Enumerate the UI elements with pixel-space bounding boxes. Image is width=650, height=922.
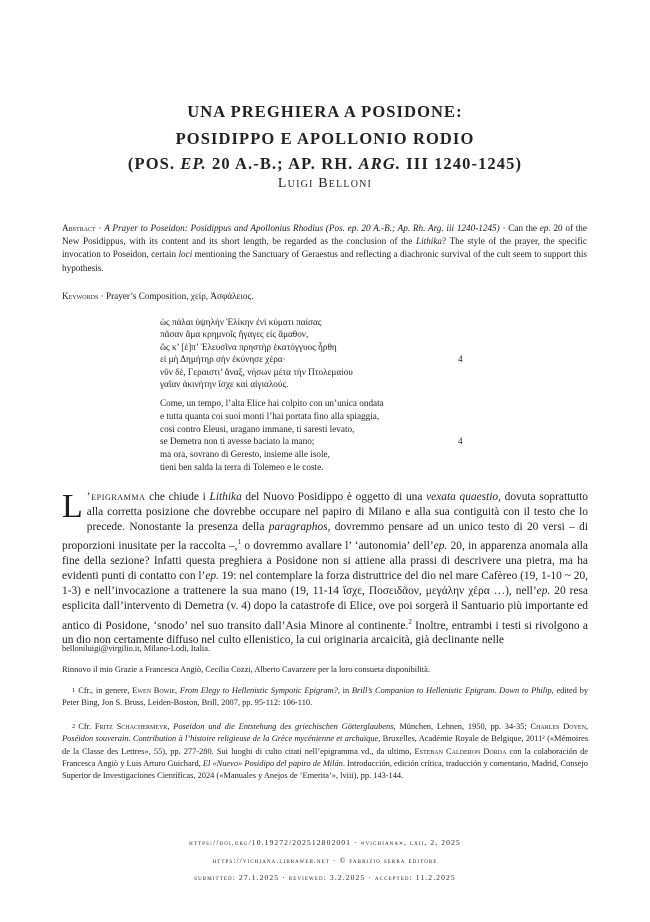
translation-line xyxy=(160,435,490,448)
keywords-text: Prayer’s Composition, χείρ, Ἀσφάλειος. xyxy=(105,291,254,301)
greek-verse-text: εἰ μὴ Δημήτηρ σὴν ἐκύνησε χέρα· xyxy=(160,354,286,365)
separator: · xyxy=(499,223,509,233)
title-text: III 1240-1245) xyxy=(401,154,523,173)
abstract xyxy=(62,222,587,275)
body-text: o dovremmo avallare l’ ‘autonomia’ dell’ xyxy=(241,540,434,553)
italian-translation xyxy=(160,397,490,474)
footnote-number: 2 xyxy=(72,723,76,730)
acknowledgements: Rinnovo il mio Grazie a Francesca Angiò, Cecilia Cozzi, Alberto Cavarzere per la loro consueta disponibilità. xyxy=(62,665,430,674)
footnote-italic: Poséidon souverain. Contribution à l’histoire religieuse de la Grèce mycénienne et archaïque xyxy=(62,734,379,744)
footnote-italic: Poseidon und die Entstehung des griechischen Götterglaubens xyxy=(173,722,394,731)
abstract-english-title: A Prayer to Poseidon: Posidippus and Apollonius Rhodius (Pos. ep. 20 A.-B.; Ap. Rh. Arg. iii 1240-1245) xyxy=(104,223,500,233)
translation-line: tieni ben salda la terra di Tolemeo e le coste. xyxy=(160,461,324,472)
footnote-text: , in xyxy=(337,686,352,695)
abstract-italic: ep. xyxy=(539,223,551,233)
body-text: 20 resa esplicita dall’intervento di Demetra (v. 4) dopo la catastrofe di Elice, ove poi sorgerà il Santuario più importante ed antico di Posidone, ‘snodo’ nel suo transito dall’Asia Minore al continente. xyxy=(62,585,588,632)
body-text: 20, in apparenza anomala alla fine della sezione? Infatti questa preghiera a Posidone non si attiene alla prassi di descrivere una pietra, ma ha evidenti punti di contatto con l’ xyxy=(62,540,588,583)
title-italic: EP. xyxy=(180,154,207,173)
title-italic: ARG. xyxy=(358,154,402,173)
footnote-author: Fritz Schachermeyr xyxy=(94,722,168,731)
author-address: belloniluigi@virgilio.it, Milano-Lodi, Italia. xyxy=(62,644,211,653)
footnote-text: , Bruxelles, Académie Royale de Belgique, 2011² («Mémoires de la Classe des Lettres», 55), pp. 277-280. Sui luoghi di culto citati nell’epigramma vd., da ultimo, xyxy=(62,734,588,756)
footnote-text: con la colaboración de Francesca Angiò y Luis Arturo Guichard, xyxy=(62,746,589,768)
verse-number: 4 xyxy=(458,436,463,447)
author-name: Luigi Belloni xyxy=(277,176,373,191)
footnote-author: Ewen Bowie xyxy=(132,686,176,695)
separator: · xyxy=(95,223,105,233)
footnote-italic: From Elegy to Hellenistic Sympotic Epigram? xyxy=(179,686,338,695)
footnote-text: , xyxy=(167,722,174,731)
footnote-author: Esteban Calderon Dorda xyxy=(414,746,507,756)
keywords-label: Keywords xyxy=(62,291,99,301)
greek-verse: νῦν δέ, Γεραιστι’ ἄναξ, νήσων μέτα τὴν Πτολεμαίου xyxy=(160,366,353,377)
footnote-ref-2[interactable]: 2 xyxy=(408,617,412,626)
footnote-text: . Introducción, edición crítica, traducción y comentario, Madrid, Consejo Superior de Investigaciones Científicas, 2024 («Manuales y Anejos de ‘Emerita’», lviii), pp. 143-144. xyxy=(62,758,588,781)
article-title-line-2: POSIDIPPO E APOLLONIO RODIO xyxy=(175,129,475,148)
body-text: del Nuovo Posidippo è oggetto di una xyxy=(241,491,427,503)
footnote-1 xyxy=(62,685,588,710)
translation-line: così contro Eleusi, uragano immane, ti saresti levato, xyxy=(160,423,355,434)
footnote-text: , München, Lehnen, 1950, pp. 34-35; xyxy=(393,722,531,731)
greek-verse: ὡς πάλαι ὑψηλὴν Ἑλίκην ἐνὶ κύματι παίσας xyxy=(160,317,322,327)
publisher-line: https://vichiana.libraweb.net · © fabrizio serra editore xyxy=(212,856,438,865)
drop-cap: L xyxy=(62,488,83,525)
title-text: 20 A.-B.; AP. RH. xyxy=(206,154,359,173)
submission-dates: submitted: 27.1.2025 · reviewed: 3.2.2025 · accepted: 11.2.2025 xyxy=(194,873,456,882)
body-text: , dovuta soprattutto alla corretta posizione che dovrebbe occupare nel papiro di Milano e alla sua contiguità con il testo che lo precede. Nonostante la presenza della xyxy=(86,491,589,534)
body-text: , dovremmo pensare ad un unico testo di 20 versi – di proporzioni inusitate per la raccolta –, xyxy=(62,521,588,553)
greek-epigram xyxy=(160,316,490,390)
abstract-italic: loci xyxy=(178,249,193,260)
article-title-line-3 xyxy=(60,153,590,175)
body-italic: paragraphos xyxy=(268,521,328,534)
footnote-text: Cfr. xyxy=(78,722,95,731)
body-text: che chiude i xyxy=(145,491,210,503)
abstract-text: Can the xyxy=(508,223,540,233)
body-italic: ep. xyxy=(536,585,551,598)
verse-number: 4 xyxy=(458,354,463,365)
footnote-italic: Brill’s Companion to Hellenistic Epigram. Down to Philip xyxy=(351,686,552,695)
footnote-author: Charles Doyen xyxy=(530,722,586,731)
body-italic: Lithika xyxy=(209,491,242,503)
body-text: 19: nel contemplare la forza distruttrice del dio nel mare Cafèreo (19, 1-10 ~ 20, 1-3) e nell’invocazione a trattenere la sua mano (19, 11-14 ἴσχε, Ποσειδᾶον, μεγάλην χέρα …), nell’ xyxy=(62,570,588,598)
translation-line-text: se Demetra non ti avesse baciato la mano; xyxy=(160,436,315,447)
footnote-number: 1 xyxy=(72,687,76,694)
abstract-text: 20 of the New Posidippus, with its content and its short length, be regarded as the conclusion of the xyxy=(62,223,587,247)
greek-verse: πᾶσαν ἅμα κρημνοῖς ἤγαγες εἰς ἄμαθον, xyxy=(160,329,309,340)
footnote-text: , xyxy=(585,722,589,731)
greek-verse: γαῖαν ἀκινήτην ἴσχε καὶ αἰγιαλούς. xyxy=(160,379,289,390)
greek-verse: ὣς κ’ [ἐ]π’ Ἐλευσῖνα πρηστὴρ ἑκατόγγυος ἦρθη xyxy=(160,341,337,352)
abstract-italic: Lithika xyxy=(415,236,443,247)
abstract-label: Abstract xyxy=(62,223,96,233)
footnote-text: , edited by Peter Bing, Jon S. Bruss, Leiden-Boston, Brill, 2007, pp. 95-112: 106-110. xyxy=(62,686,589,708)
article-title-line-1: UNA PREGHIERA A POSIDONE: xyxy=(187,102,463,121)
body-italic: ep. xyxy=(433,540,448,553)
doi-line: https://doi.org/10.19272/202512802001 · «vichiana», lxii, 2, 2025 xyxy=(189,838,461,847)
abstract-text: ? The style of the prayer, the specific invocation to Poseidon, certain xyxy=(62,236,588,260)
abstract-text: mentioning the Sanctuary of Geraestus and reflecting a diachronic survival of the cult seem to support this hypothesis. xyxy=(62,249,587,273)
translation-line: ma ora, sovrano di Geresto, insieme alle isole, xyxy=(160,449,330,460)
footnote-text: , xyxy=(175,686,180,695)
separator: · xyxy=(98,291,106,301)
body-paragraph xyxy=(62,490,588,649)
body-italic: ep. xyxy=(205,570,219,583)
greek-verse xyxy=(160,353,490,365)
body-italic: vexata quaestio xyxy=(426,491,499,503)
footnote-2 xyxy=(62,721,588,782)
footnote-text: Cfr., in genere, xyxy=(78,686,133,695)
keywords xyxy=(62,290,587,303)
footnote-ref-1[interactable]: 1 xyxy=(237,538,242,547)
title-text: (POS. xyxy=(127,154,181,173)
translation-line: Come, un tempo, l’alta Elice hai colpito con un’unica ondata xyxy=(160,398,384,408)
lead-word: ’epigramma xyxy=(86,491,146,503)
body-text: Inoltre, entrambi i testi si rivolgono a un dio non certamente diffuso nel culto ellenistico, la cui originaria arcaicità, già declinante nelle xyxy=(62,619,588,647)
footnote-italic: El «Nuevo» Posidipo del papiro de Milán xyxy=(202,758,343,768)
translation-line: e tutta quanta coi suoi monti l’hai portata fino alla spiaggia, xyxy=(160,410,380,421)
